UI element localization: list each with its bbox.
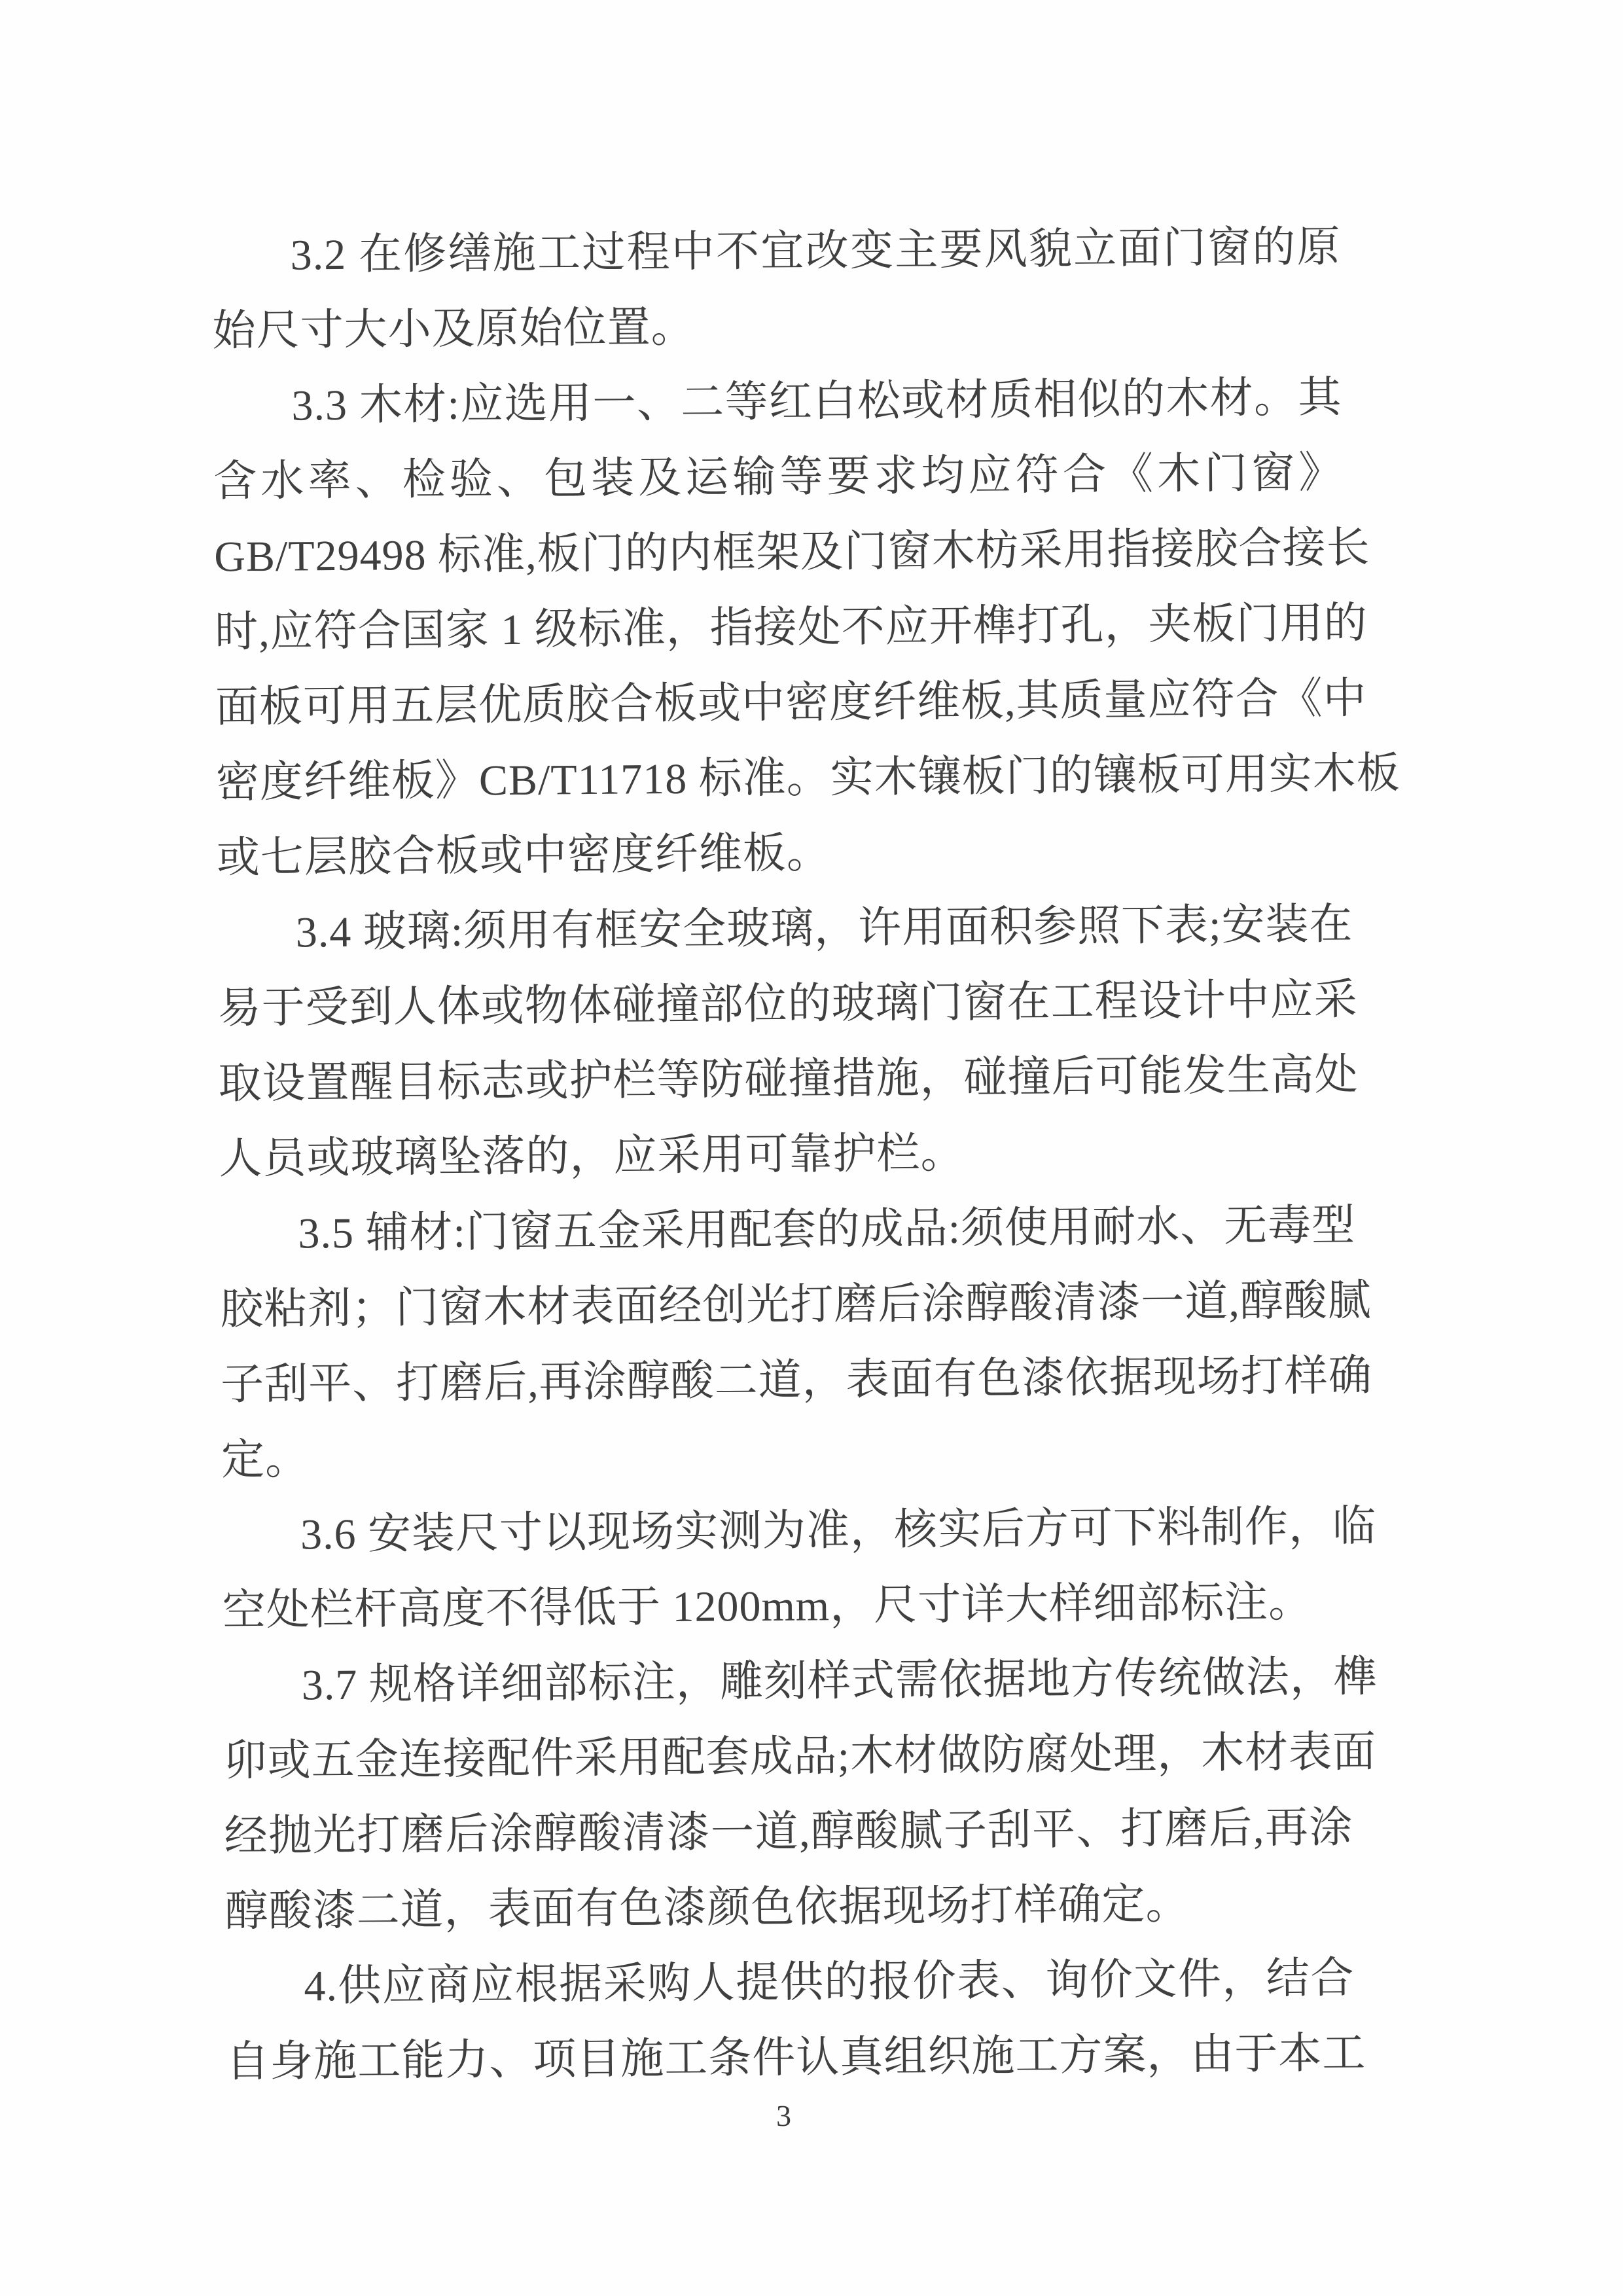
text-line: 3.4 玻璃:须用有框安全玻璃，许用面积参照下表;安装在 (295, 900, 1353, 957)
text-line: 3.5 辅材:门窗五金采用配套的成品:须使用耐水、无毒型 (298, 1201, 1356, 1258)
text-line: 经抛光打磨后涂醇酸清漆一道,醇酸腻子刮平、打磨后,再涂 (224, 1803, 1353, 1861)
text-line: 时,应符合国家 1 级标准，指接处不应开榫打孔，夹板门用的 (214, 599, 1368, 656)
body-text (211, 209, 1400, 2100)
text-line: 4.供应商应根据采购人提供的报价表、询价文件，结合 (304, 1954, 1355, 2011)
page-number: 3 (776, 2098, 792, 2133)
text-line: 取设置醒目标志或护栏等防碰撞措施，碰撞后可能发生高处 (218, 1050, 1359, 1108)
text-line: 胶粘剂；门窗木材表面经创光打磨后涂醇酸清漆一道,醇酸腻 (220, 1276, 1372, 1334)
text-line: 密度纤维板》CB/T11718 标准。实木镶板门的镶板可用实木板 (215, 749, 1400, 807)
text-line: 空处栏杆高度不得低于 1200mm，尺寸详大样细部标注。 (222, 1578, 1313, 1635)
text-line: 子刮平、打磨后,再涂醇酸二道，表面有色漆依据现场打样确 (220, 1352, 1372, 1409)
text-line: 面板可用五层优质胶合板或中密度纤维板,其质量应符合《中 (215, 674, 1367, 732)
text-line: 易于受到人体或物体碰撞部位的玻璃门窗在工程设计中应采 (217, 975, 1358, 1033)
text-line: 自身施工能力、项目施工条件认真组织施工方案，由于本工 (226, 2029, 1366, 2087)
text-line: 3.7 规格详细部标注，雕刻样式需依据地方传统做法，榫 (301, 1653, 1378, 1710)
text-line: 3.2 在修缮施工过程中不宜改变主要风貌立面门窗的原 (290, 223, 1341, 279)
text-line: 定。 (221, 1435, 310, 1484)
text-line: 3.6 安装尺寸以现场实测为准，核实后方可下料制作，临 (300, 1502, 1377, 1559)
text-line: 3.3 木材:应选用一、二等红白松或材质相似的木材。其 (291, 373, 1342, 430)
text-line: 或七层胶合板或中密度纤维板。 (216, 829, 831, 882)
text-line: 始尺寸大小及原始位置。 (212, 303, 695, 355)
text-line: GB/T29498 标准,板门的内框架及门窗木枋采用指接胶合接长 (213, 524, 1370, 581)
text-line: 含水率、检验、包装及运输等要求均应符合《木门窗》 (213, 448, 1343, 506)
text-line: 醇酸漆二道，表面有色漆颜色依据现场打样确定。 (224, 1880, 1190, 1936)
text-line: 人员或玻璃坠落的，应采用可靠护栏。 (219, 1129, 965, 1183)
text-line: 卯或五金连接配件采用配套成品;木材做防腐处理，木材表面 (223, 1728, 1377, 1785)
